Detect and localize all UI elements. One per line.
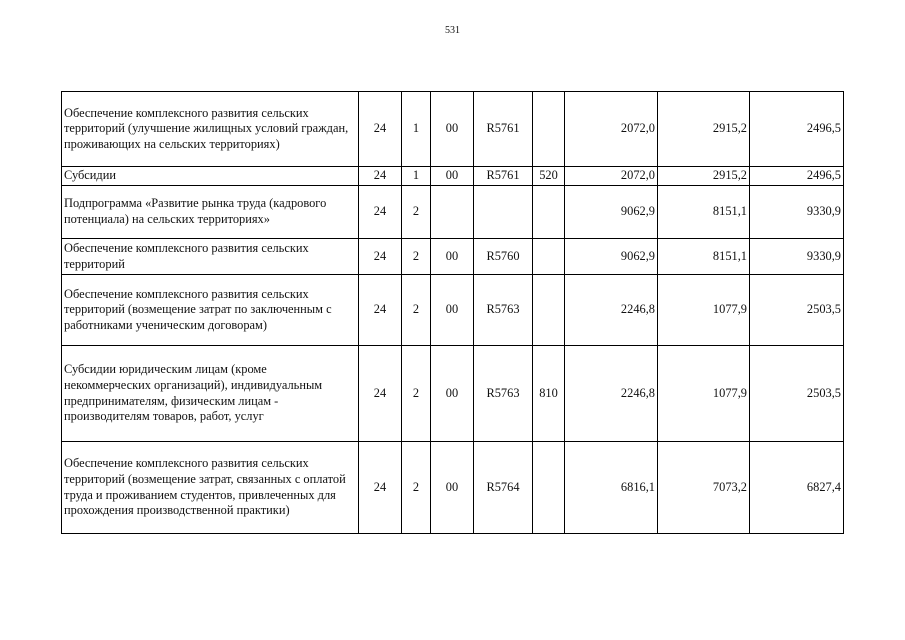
amount-cell: 2496,5 <box>750 92 844 167</box>
code-cell: 00 <box>431 92 474 167</box>
amount-cell: 2915,2 <box>658 92 750 167</box>
code-cell <box>474 186 533 239</box>
code-cell: 24 <box>359 442 402 534</box>
code-cell: R5761 <box>474 167 533 186</box>
code-cell: 520 <box>533 167 565 186</box>
code-cell: 00 <box>431 442 474 534</box>
amount-cell: 1077,9 <box>658 346 750 442</box>
code-cell: 00 <box>431 346 474 442</box>
amount-cell: 2503,5 <box>750 275 844 346</box>
code-cell: 24 <box>359 167 402 186</box>
code-cell: 24 <box>359 92 402 167</box>
amount-cell: 9330,9 <box>750 239 844 275</box>
item-name: Подпрограмма «Развитие рынка труда (кадрового потенциала) на сельских территориях» <box>62 186 359 239</box>
code-cell <box>533 275 565 346</box>
table-row <box>62 346 844 442</box>
amount-cell: 2915,2 <box>658 167 750 186</box>
code-cell <box>533 92 565 167</box>
table-row <box>62 275 844 346</box>
code-cell: 24 <box>359 239 402 275</box>
budget-table <box>61 91 844 534</box>
amount-cell: 9062,9 <box>565 186 658 239</box>
amount-cell: 2496,5 <box>750 167 844 186</box>
amount-cell: 8151,1 <box>658 186 750 239</box>
amount-cell: 9062,9 <box>565 239 658 275</box>
item-name: Субсидии <box>62 167 359 186</box>
code-cell: R5764 <box>474 442 533 534</box>
amount-cell: 7073,2 <box>658 442 750 534</box>
item-name: Обеспечение комплексного развития сельских территорий (возмещение затрат по заключенным с работниками ученическим договорам) <box>62 275 359 346</box>
table-row <box>62 92 844 167</box>
table-row <box>62 239 844 275</box>
item-name: Обеспечение комплексного развития сельских территорий <box>62 239 359 275</box>
amount-cell: 1077,9 <box>658 275 750 346</box>
code-cell: R5760 <box>474 239 533 275</box>
code-cell <box>431 186 474 239</box>
table-row <box>62 167 844 186</box>
code-cell: 00 <box>431 239 474 275</box>
table-row <box>62 186 844 239</box>
page-number: 531 <box>445 25 460 36</box>
code-cell <box>533 186 565 239</box>
code-cell: 2 <box>402 442 431 534</box>
code-cell <box>533 239 565 275</box>
code-cell: 1 <box>402 92 431 167</box>
amount-cell: 2246,8 <box>565 346 658 442</box>
code-cell: 00 <box>431 167 474 186</box>
code-cell: R5763 <box>474 346 533 442</box>
item-name: Обеспечение комплексного развития сельских территорий (возмещение затрат, связанных с оплатой труда и проживанием студентов, привлеченных для прохождения производственной практики) <box>62 442 359 534</box>
code-cell: 2 <box>402 239 431 275</box>
code-cell: 24 <box>359 346 402 442</box>
item-name: Обеспечение комплексного развития сельских территорий (улучшение жилищных условий граждан, проживающих на сельских территориях) <box>62 92 359 167</box>
code-cell: R5761 <box>474 92 533 167</box>
code-cell: R5763 <box>474 275 533 346</box>
amount-cell: 2072,0 <box>565 92 658 167</box>
code-cell: 24 <box>359 275 402 346</box>
amount-cell: 2246,8 <box>565 275 658 346</box>
code-cell: 2 <box>402 346 431 442</box>
table-row <box>62 442 844 534</box>
amount-cell: 2503,5 <box>750 346 844 442</box>
amount-cell: 8151,1 <box>658 239 750 275</box>
code-cell: 2 <box>402 275 431 346</box>
item-name: Субсидии юридическим лицам (кроме некоммерческих организаций), индивидуальным предпринимателям, физическим лицам - производителям товаров, работ, услуг <box>62 346 359 442</box>
code-cell: 1 <box>402 167 431 186</box>
code-cell: 24 <box>359 186 402 239</box>
amount-cell: 6827,4 <box>750 442 844 534</box>
amount-cell: 2072,0 <box>565 167 658 186</box>
code-cell: 810 <box>533 346 565 442</box>
amount-cell: 6816,1 <box>565 442 658 534</box>
code-cell: 00 <box>431 275 474 346</box>
amount-cell: 9330,9 <box>750 186 844 239</box>
code-cell <box>533 442 565 534</box>
code-cell: 2 <box>402 186 431 239</box>
